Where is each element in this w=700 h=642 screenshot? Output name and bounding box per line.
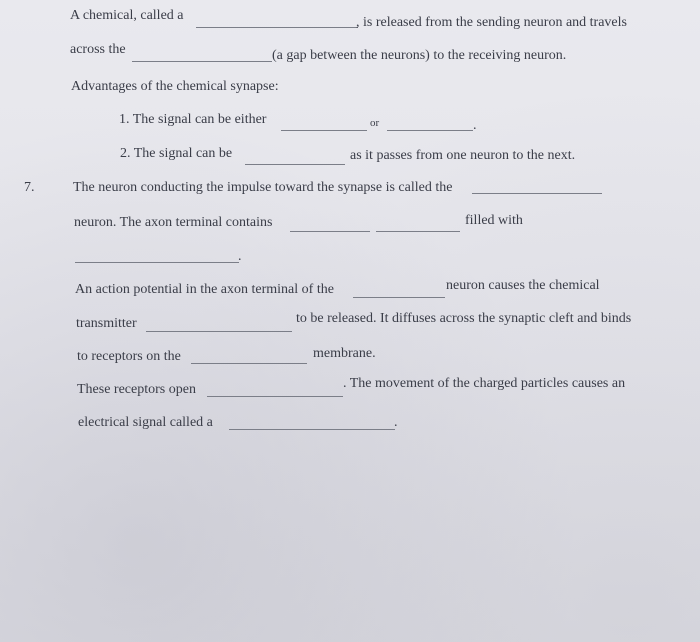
advantage-2-continuation: as it passes from one neuron to the next. <box>350 148 576 163</box>
p2-line2-text: transmitter <box>76 316 137 331</box>
blank-chemical-name[interactable] <box>196 26 358 28</box>
p2-line1-text: An action potential in the axon terminal of the <box>75 282 334 297</box>
blank-filled-with[interactable] <box>75 261 239 263</box>
q6-line2-continuation: (a gap between the neurons) to the receiving neuron. <box>272 48 567 63</box>
blank-axon-neuron-type[interactable] <box>353 296 445 298</box>
question-7-number: 7. <box>24 180 35 195</box>
p2-line5-period: . <box>394 415 398 430</box>
q6-line2-text: across the <box>70 42 126 57</box>
blank-receptor-membrane[interactable] <box>191 362 307 364</box>
advantage-1-or: or <box>370 117 380 129</box>
q7-line3-period: . <box>238 249 242 264</box>
blank-transmitter-name[interactable] <box>146 330 292 332</box>
blank-axon-terminal-contents[interactable] <box>290 230 370 232</box>
advantage-1-text: 1. The signal can be either <box>119 112 267 127</box>
p2-line1-continuation: neuron causes the chemical <box>446 278 600 293</box>
blank-electrical-signal[interactable] <box>229 428 395 430</box>
advantage-1-period: . <box>473 118 477 133</box>
p2-line4-continuation: . The movement of the charged particles causes an <box>343 376 626 391</box>
p2-line3-text: to receptors on the <box>77 349 181 364</box>
blank-signal-property[interactable] <box>245 163 345 165</box>
blank-signal-type-1[interactable] <box>281 129 367 131</box>
blank-signal-type-2[interactable] <box>387 129 473 131</box>
blank-axon-terminal-contents-2[interactable] <box>376 230 460 232</box>
q7-line1-text: The neuron conducting the impulse toward the synapse is called the <box>73 180 453 195</box>
advantage-2-text: 2. The signal can be <box>120 146 233 161</box>
q6-line1-text: A chemical, called a <box>70 8 184 23</box>
blank-gap-name[interactable] <box>132 60 272 62</box>
advantages-heading: Advantages of the chemical synapse: <box>71 79 279 94</box>
p2-line4-text: These receptors open <box>77 382 196 397</box>
blank-presynaptic-neuron[interactable] <box>472 192 602 194</box>
p2-line3-continuation: membrane. <box>313 346 376 361</box>
q7-line2-continuation: filled with <box>465 213 523 228</box>
blank-receptor-opens[interactable] <box>207 395 343 397</box>
q6-line1-continuation: , is released from the sending neuron and travels <box>356 15 627 30</box>
q7-line2-text: neuron. The axon terminal contains <box>74 215 273 230</box>
p2-line5-text: electrical signal called a <box>78 415 213 430</box>
p2-line2-continuation: to be released. It diffuses across the synaptic cleft and binds <box>296 311 632 326</box>
